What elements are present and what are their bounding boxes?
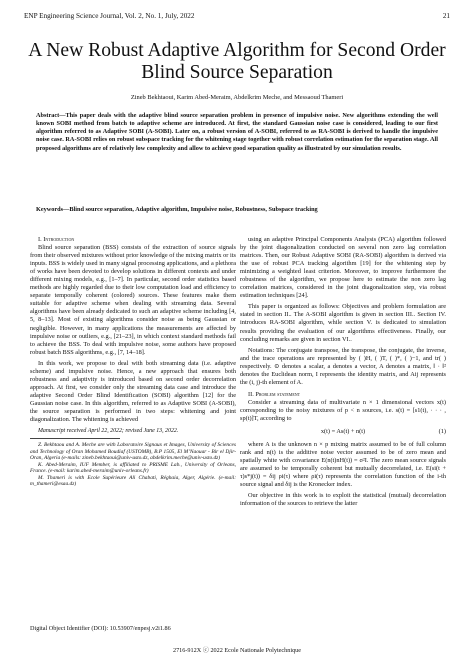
doi-line: Digital Object Identifier (DOI): 10.53907/enpesj.v2i1.86	[30, 625, 171, 632]
problem-paragraph-1: Consider a streaming data of multivariate n × 1 dimensional vectors x(t) corresponding to the noisy mixtures of p < n sources, i.e. s(t) = [s1(t), · · · , sp(t)]T, according to	[240, 398, 446, 422]
problem-paragraph-3: Our objective in this work is to exploit the statistical (mutual) decorrelation information of the sources to retrieve the latter	[240, 492, 446, 508]
notations-paragraph: Notations: The conjugate transpose, the transpose, the conjugate, the inverse, and the trace operations are represented by ( )H, ( )T, ( )*, ( )−1, and tr( ) respectively. ⊙ denotes a scalar, a denotes a vector, A denotes a matrix, ‖ · ‖² denotes the Euclidean norm, I represents the identity matrix, and Aij represents the (i, j)-th element of A.	[240, 346, 446, 386]
problem-paragraph-2: where A is the unknown n × p mixing matrix assumed to be of full column rank and n(t) is the additive noise vector assumed to be of zero mean and spatially white with covariance E(n(t)nH(t)) = σ²I. The zero mean source signals are assumed to be temporally coherent but mutually decorrelated, i.e. E(si(t + τ)s*j(t)) = δij ρi(τ) where ρi(τ) represents the correlation function of the i-th source signal and δij is the Kronecker index.	[240, 441, 446, 489]
affiliation-footnote-1: Z. Bekhtaou and A. Meche are with Laboratoire Signaux et Images, University of Sciences and Technology of Oran Mohamed Boudiaf (USTOMB), B.P 1505, El M’Naouar - Bir el Djir- Oran, Algeria (e-mails: zineb.bekhtaoui@univ-usto.dz, abdelkrim.meche@univ-usto.dz)	[30, 442, 236, 462]
manuscript-dates: Manuscript received April 22, 2022; revised June 13, 2022.	[38, 428, 179, 435]
keywords: Keywords—Blind source separation, Adaptive algorithm, Impulsive noise, Robustness, Subspace tracking	[36, 206, 318, 213]
journal-name: ENP Engineering Science Journal, Vol. 2, No. 1, July, 2022	[24, 12, 195, 20]
equation-1	[240, 428, 446, 436]
right-column	[240, 236, 446, 508]
running-header	[24, 12, 450, 24]
author-list: Zineb Bekhtaoui, Karim Abed-Meraim, Abdelkrim Meche, and Messaoud Thameri	[130, 94, 344, 101]
equation-number: (1)	[438, 428, 446, 436]
intro-paragraph-2: In this work, we propose to deal with both streaming data (i.e. adaptive scheme) and impulsive noise. Hence, a new approach that ensures both robustness and adaptivity is introduced based on second order decorrelation approach. At first, we consider only the streaming data case and introduce the adaptive Second Order Blind Identification (SOBI) algorithm [12] for the Gaussian noise case. In this algorithm, referred to as Adaptive SOBI (A-SOBI), the source separation is performed in two steps: whitening and joint diagonalization. The whitening is achieved	[30, 359, 236, 424]
equation-body: x(t) = As(t) + n(t)	[320, 428, 366, 436]
affiliation-footnote-3: M. Thameri is with Ecole Supérieure Ali Chabati, Réghaia, Alger, Algérie. (e-mail: m_thameri@esaa.dz)	[30, 474, 236, 488]
paper-title: A New Robust Adaptive Algorithm for Second Order Blind Source Separation	[28, 40, 446, 83]
section-heading-problem: II. Problem statement	[248, 390, 301, 398]
intro-paragraph-3: using an adaptive Principal Components Analysis (PCA) algorithm followed by the joint diagonalization conducted on several non zero lag correlation matrices. Then, our Robust Adaptive SOBI (RA-SOBI) algorithm is derived via the use of robust PCA tracking algorithm [19] for the whitening step by minimizing a weighted least criterion. Moreover, to improve furthermore the robustness of the algorithm, we propose here to estimate the non zero lag correlation matrices, considered in the joint diagonalization step, via robust estimation techniques [24].	[240, 236, 446, 300]
organization-paragraph: This paper is organized as follows: Objectives and problem formulation are stated in section II.. The A-SOBI algorithm is given in section III.. Section IV. introduces RA-SOBI algorithm, while section V. is dedicated to simulation results providing the evaluation of our algorithms effectiveness. Finally, our concluding remarks are given in section VI..	[240, 303, 446, 343]
page-number: 21	[442, 12, 450, 20]
page-footer: 2716-912X ⓒ 2022 Ecole Nationale Polytechnique	[172, 647, 302, 654]
abstract: Abstract—This paper deals with the adaptive blind source separation problem in presence of impulsive noise. New algorithms extending the well known SOBI method from batch to adaptive scheme are introduced. At first, the standard Gaussian noise case is considered, leading to our first algorithm referred to as Adaptive SOBI (A-SOBI). Later on, a robust version of A-SOBI, referred to as RA-SOBI is derived to handle the impulsive noise case. RA-SOBI relies on robust subspace tracking for the whitening stage together with robust correlation estimation for the separation stage. All proposed algorithms are of relatively low complexity and allow to achieve good separation quality as illustrated by our simulation results.	[36, 112, 438, 152]
left-column	[30, 236, 236, 488]
affiliation-footnote-2: K. Abed-Meraim, IUF Member, is affiliated to PRISME Lab., University of Orleans, France. (e-mail: karim.abed-meraim@univ-orleans.fr)	[30, 461, 236, 475]
section-heading-introduction: I. Introduction	[38, 236, 75, 243]
footnote-divider	[30, 438, 120, 439]
intro-paragraph-1: Blind source separation (BSS) consists of the extraction of source signals from their observed mixtures without prior knowledge of the mixing matrix or its inputs. BSS is widely used in many signal processing applications, and a plethora of works have been devoted to develop solutions in different contexts and under different mixing models, e.g., [1–7]. In particular, second order statistics based methods are highly regarded due to their low computation load and efficiency to separate temporally coherent (colored) sources. These features make them suitable for adaptive scheme when dealing with streaming data. Several algorithms have been already dedicated to such an adaptive scheme including [4, 5, 8–13]. Most of existing algorithms consider noise as being Gaussian or negligible. However, in many applications the measurements are affected by impulsive noise or outliers, e.g., [21–23], in which context standard methods fail to achieve the BSS. To deal with impulsive noise, some authors have proposed robust batch BSS algorithms, e.g., [7, 14–18].	[30, 244, 236, 356]
